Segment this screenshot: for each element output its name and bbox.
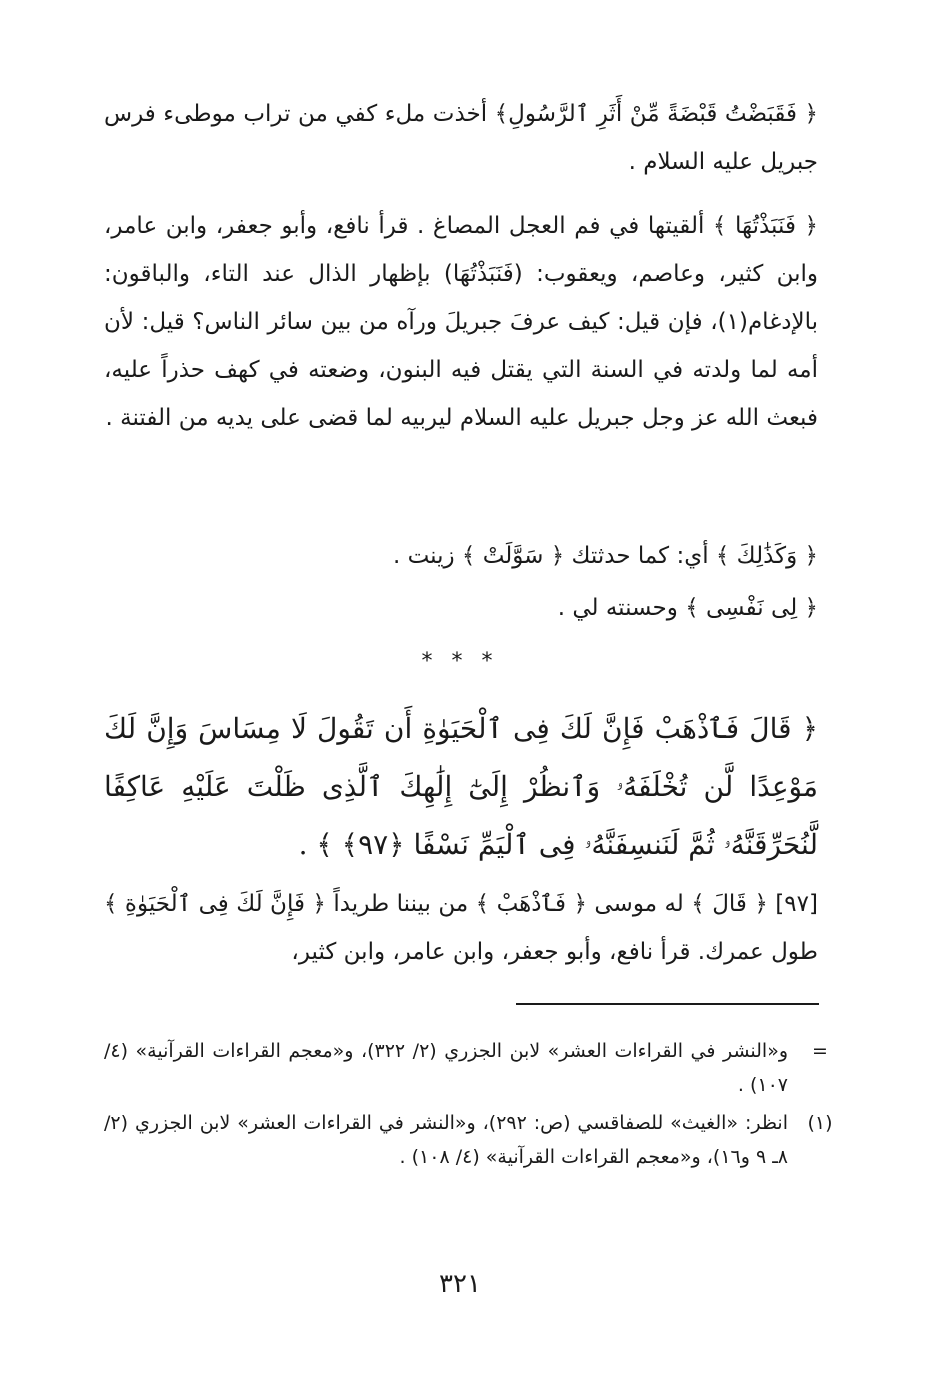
section-separator: * * *	[421, 649, 499, 674]
paragraph-4	[104, 584, 818, 632]
footnote-marker: =	[812, 1040, 828, 1062]
page-number: ٣٢١	[439, 1269, 481, 1299]
footnote-continuation	[104, 1034, 840, 1102]
paragraph-3	[104, 532, 818, 580]
footnote-text: انظر: «الغيث» للصفاقسي (ص: ٢٩٢)، و«النشر في القراءات العشر» لابن الجزري (٢/ ٨ـ ٩ و١٦)، و«معجم القراءات القرآنية» (٤/ ١٠٨) .	[104, 1112, 788, 1168]
paragraph-1	[104, 90, 818, 186]
quran-verse: ﴿ قَالَ فَٱذْهَبْ فَإِنَّ لَكَ فِى ٱلْحَيَوٰةِ أَن تَقُولَ لَا مِسَاسَ وَإِنَّ لَكَ مَوْعِدًا لَّن تُخْلَفَهُۥ وَٱنظُرْ إِلَىٰٓ إِلَٰهِكَ ٱلَّذِى ظَلْتَ عَلَيْهِ عَاكِفًا لَّنُحَرِّقَنَّهُۥ ثُمَّ لَنَنسِفَنَّهُۥ فِى ٱلْيَمِّ نَسْفًا ﴿٩٧﴾ ﴾ .	[104, 712, 818, 861]
footnote-text: و«النشر في القراءات العشر» لابن الجزري (٢/ ٣٢٢)، و«معجم القراءات القرآنية» (٤/ ١٠٧) .	[104, 1040, 789, 1096]
paragraph-text: ﴿ وَكَذَٰلِكَ ﴾ أي: كما حدثتك ﴿ سَوَّلَتْ ﴾ زينت .	[392, 543, 818, 569]
footnotes	[104, 1034, 840, 1178]
paragraph-2	[104, 202, 818, 442]
footnote-divider	[516, 1003, 819, 1005]
footnote-1	[104, 1106, 840, 1174]
paragraph-text: ﴿ لِى نَفْسِى ﴾ وحسنته لي .	[557, 595, 818, 621]
paragraph-5	[104, 880, 818, 976]
paragraph-text: ﴿ فَقَبَضْتُ قَبْضَةً مِّنْ أَثَرِ ٱلرَّسُولِ﴾ أخذت ملء كفي من تراب موطىء فرس جبريل عليه السلام .	[104, 101, 818, 175]
paragraph-text: ﴿ فَنَبَذْتُهَا ﴾ ألقيتها في فم العجل المصاغ . قرأ نافع، وأبو جعفر، وابن عامر، وابن كثير، وعاصم، ويعقوب: (فَنَبَذْتُهَا) بإظهار الذال عند التاء، والباقون: بالإدغام(١)، فإن قيل: كيف عرفَ جبريلَ ورآه من بين سائر الناس؟ قيل: لأن أمه لما ولدته في السنة التي يقتل فيه البنون، وضعته في كهف حذراً عليه، فبعث الله عز وجل جبريل عليه السلام ليربيه لما قضى على يديه من الفتنة .	[104, 213, 818, 431]
paragraph-text: [٩٧] ﴿ قَالَ ﴾ له موسى ﴿ فَٱذْهَبْ ﴾ من بيننا طريداً ﴿ فَإِنَّ لَكَ فِى ٱلْحَيَوٰةِ ﴾ طول عمرك. قرأ نافع، وأبو جعفر، وابن عامر، وابن كثير،	[104, 891, 818, 965]
footnote-marker: (١)	[807, 1112, 833, 1134]
